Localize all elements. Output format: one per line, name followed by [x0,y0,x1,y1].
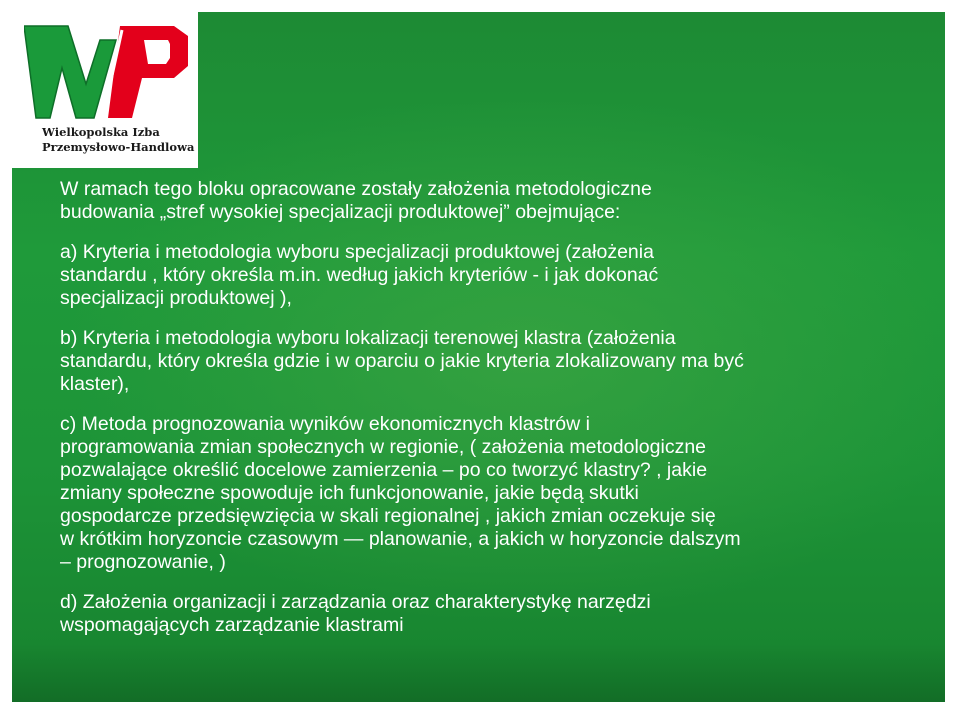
item-d-paragraph [60,591,920,637]
slide-background [12,12,945,702]
item-d-line: wspomagających zarządzanie klastrami [60,614,404,636]
item-a-line: specjalizacji produktowej ), [60,287,292,309]
item-a-line: a) Kryteria i metodologia wyboru specjalizacji produktowej (założenia [60,241,654,263]
slide-content [60,178,920,654]
intro-paragraph [60,178,920,224]
item-c-line: – prognozowanie, ) [60,551,226,573]
item-a-paragraph [60,241,920,310]
intro-line: W ramach tego bloku opracowane zostały założenia metodologiczne [60,178,652,200]
item-d-line: d) Założenia organizacji i zarządzania oraz charakterystykę narzędzi [60,591,651,613]
intro-line: budowania „stref wysokiej specjalizacji produktowej” obejmujące: [60,201,621,223]
wiph-logo-icon [24,22,190,122]
item-c-line: gospodarcze przedsięwzięcia w skali regionalnej , jakich zmian oczekuje się [60,505,716,527]
item-b-paragraph [60,327,920,396]
item-b-line: klaster), [60,373,130,395]
item-c-line: pozwalające określić docelowe zamierzenia – po co tworzyć klastry? , jakie [60,459,708,481]
item-c-line: programowania zmian społecznych w regionie, ( założenia metodologiczne [60,436,707,458]
logo-org-name-line2: Przemysłowo-Handlowa [42,140,195,154]
item-c-paragraph [60,413,920,574]
item-c-line: w krótkim horyzoncie czasowym — planowanie, a jakich w horyzoncie dalszym [60,528,741,550]
logo-org-name [42,125,194,155]
item-b-line: b) Kryteria i metodologia wyboru lokalizacji terenowej klastra (założenia [60,327,676,349]
item-c-line: c) Metoda prognozowania wyników ekonomicznych klastrów i [60,413,590,435]
logo-box [12,12,198,168]
item-b-line: standardu, który określa gdzie i w oparciu o jakie kryteria zlokalizowany ma być [60,350,744,372]
logo-org-name-line1: Wielkopolska Izba [42,125,160,139]
item-c-line: zmiany społeczne spowoduje ich funkcjonowanie, jakie będą skutki [60,482,639,504]
item-a-line: standardu , który określa m.in. według jakich kryteriów - i jak dokonać [60,264,659,286]
